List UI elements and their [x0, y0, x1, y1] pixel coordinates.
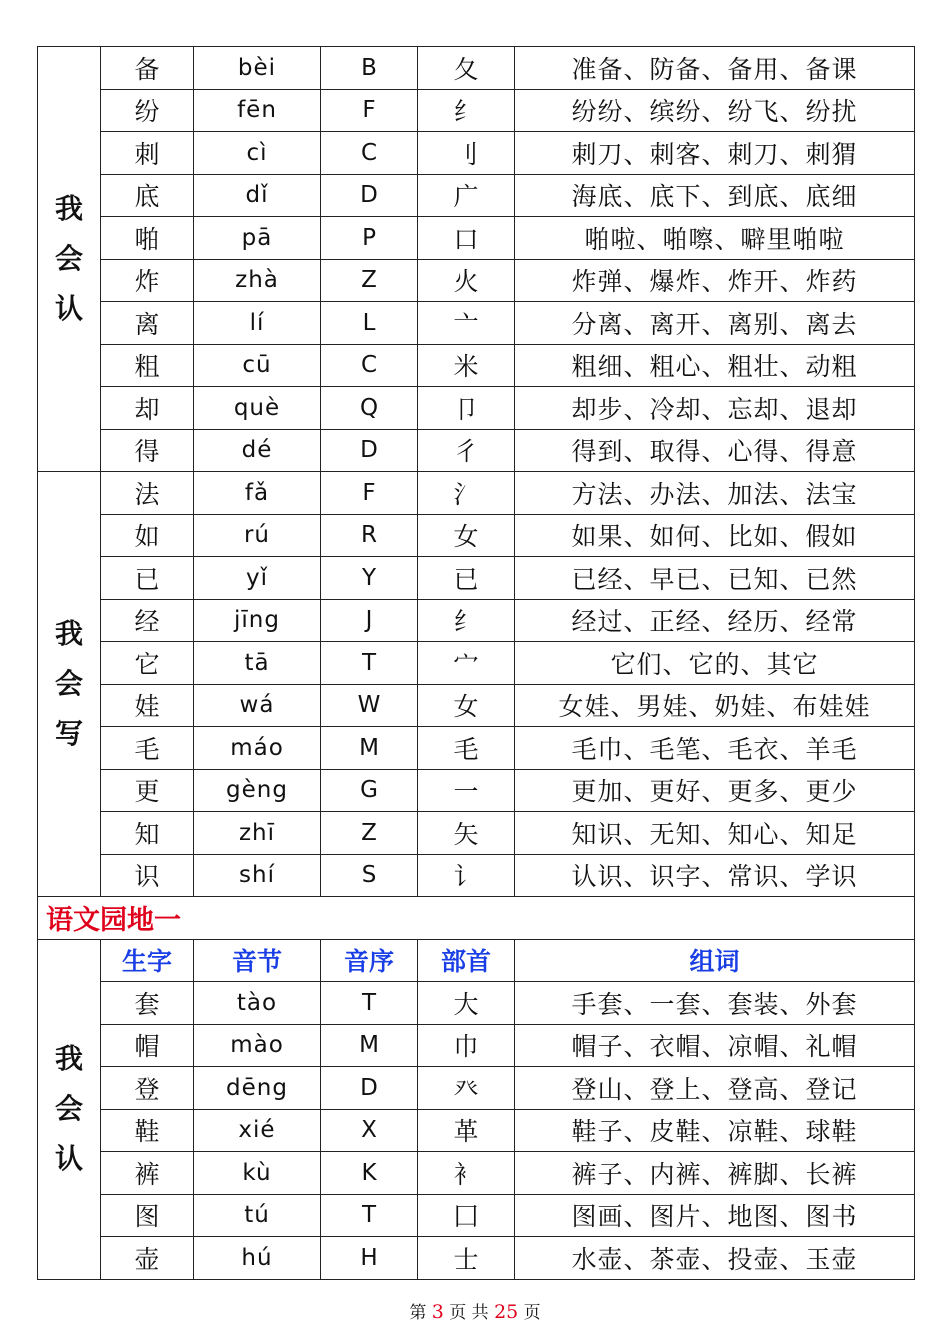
initial-letter-cell: F — [321, 89, 418, 132]
initial-letter-cell: T — [321, 642, 418, 685]
radical-cell: 讠 — [418, 854, 515, 897]
character-cell: 帽 — [101, 1024, 194, 1067]
character-cell: 备 — [101, 47, 194, 90]
group-label — [38, 47, 101, 472]
group-label-char: 我 — [54, 1042, 83, 1075]
word-group-cell: 更加、更好、更多、更少 — [515, 769, 915, 812]
word-group-cell: 海底、底下、到底、底细 — [515, 174, 915, 217]
initial-letter-cell: R — [321, 514, 418, 557]
footer-middle: 页 共 — [449, 1303, 489, 1323]
group-label-char: 会 — [54, 667, 83, 700]
pinyin-cell: máo — [194, 727, 321, 770]
word-group-cell: 毛巾、毛笔、毛衣、羊毛 — [515, 727, 915, 770]
initial-letter-cell: Z — [321, 259, 418, 302]
radical-cell: 刂 — [418, 132, 515, 175]
header-word-group: 组词 — [515, 939, 915, 982]
word-group-cell: 手套、一套、套装、外套 — [515, 982, 915, 1025]
initial-letter-cell: J — [321, 599, 418, 642]
word-group-cell: 炸弹、爆炸、炸开、炸药 — [515, 259, 915, 302]
word-group-cell: 纷纷、缤纷、纷飞、纷扰 — [515, 89, 915, 132]
radical-cell: 宀 — [418, 642, 515, 685]
table-row — [38, 1194, 915, 1237]
initial-letter-cell: B — [321, 47, 418, 90]
radical-cell: 士 — [418, 1237, 515, 1280]
pinyin-cell: hú — [194, 1237, 321, 1280]
pinyin-cell: pā — [194, 217, 321, 260]
initial-letter-cell: L — [321, 302, 418, 345]
radical-cell: 革 — [418, 1109, 515, 1152]
section-title-row — [38, 897, 915, 940]
word-group-cell: 粗细、粗心、粗壮、动粗 — [515, 344, 915, 387]
character-cell: 啪 — [101, 217, 194, 260]
pinyin-cell: tú — [194, 1194, 321, 1237]
initial-letter-cell: M — [321, 727, 418, 770]
table-row — [38, 769, 915, 812]
header-radical: 部首 — [418, 939, 515, 982]
pinyin-cell: fǎ — [194, 472, 321, 515]
pinyin-cell: zhī — [194, 812, 321, 855]
word-group-cell: 却步、冷却、忘却、退却 — [515, 387, 915, 430]
word-group-cell: 图画、图片、地图、图书 — [515, 1194, 915, 1237]
pinyin-cell: cì — [194, 132, 321, 175]
word-group-cell: 女娃、男娃、奶娃、布娃娃 — [515, 684, 915, 727]
table-row — [38, 472, 915, 515]
initial-letter-cell: D — [321, 174, 418, 217]
initial-letter-cell: K — [321, 1152, 418, 1195]
page-footer — [0, 1298, 950, 1323]
table-row — [38, 1109, 915, 1152]
group-label-char: 会 — [54, 1092, 83, 1125]
table-row — [38, 1024, 915, 1067]
word-group-cell: 鞋子、皮鞋、凉鞋、球鞋 — [515, 1109, 915, 1152]
pinyin-cell: jīng — [194, 599, 321, 642]
word-group-cell: 准备、防备、备用、备课 — [515, 47, 915, 90]
character-cell: 经 — [101, 599, 194, 642]
character-cell: 识 — [101, 854, 194, 897]
word-group-cell: 方法、办法、加法、法宝 — [515, 472, 915, 515]
radical-cell: 纟 — [418, 599, 515, 642]
header-pinyin: 音节 — [194, 939, 321, 982]
character-cell: 得 — [101, 429, 194, 472]
vocabulary-table — [37, 46, 915, 1280]
pinyin-cell: bèi — [194, 47, 321, 90]
initial-letter-cell: F — [321, 472, 418, 515]
header-row — [38, 939, 915, 982]
word-group-cell: 如果、如何、比如、假如 — [515, 514, 915, 557]
pinyin-cell: kù — [194, 1152, 321, 1195]
radical-cell: 已 — [418, 557, 515, 600]
character-cell: 刺 — [101, 132, 194, 175]
initial-letter-cell: C — [321, 344, 418, 387]
total-page-number: 25 — [494, 1301, 519, 1323]
group-label-char: 认 — [54, 1142, 83, 1175]
initial-letter-cell: H — [321, 1237, 418, 1280]
pinyin-cell: wá — [194, 684, 321, 727]
initial-letter-cell: P — [321, 217, 418, 260]
radical-cell: 广 — [418, 174, 515, 217]
word-group-cell: 它们、它的、其它 — [515, 642, 915, 685]
table-row — [38, 259, 915, 302]
word-group-cell: 登山、登上、登高、登记 — [515, 1067, 915, 1110]
initial-letter-cell: D — [321, 429, 418, 472]
character-cell: 知 — [101, 812, 194, 855]
pinyin-cell: xié — [194, 1109, 321, 1152]
initial-letter-cell: G — [321, 769, 418, 812]
radical-cell: 纟 — [418, 89, 515, 132]
pinyin-cell: dǐ — [194, 174, 321, 217]
table-row — [38, 557, 915, 600]
table-row — [38, 302, 915, 345]
character-cell: 鞋 — [101, 1109, 194, 1152]
character-cell: 壶 — [101, 1237, 194, 1280]
initial-letter-cell: T — [321, 982, 418, 1025]
character-cell: 登 — [101, 1067, 194, 1110]
pinyin-cell: mào — [194, 1024, 321, 1067]
header-character: 生字 — [101, 939, 194, 982]
group-label — [38, 472, 101, 897]
initial-letter-cell: D — [321, 1067, 418, 1110]
group-label-char: 认 — [54, 292, 83, 325]
word-group-cell: 认识、识字、常识、学识 — [515, 854, 915, 897]
table-row — [38, 387, 915, 430]
radical-cell: 火 — [418, 259, 515, 302]
initial-letter-cell: T — [321, 1194, 418, 1237]
character-cell: 离 — [101, 302, 194, 345]
pinyin-cell: fēn — [194, 89, 321, 132]
radical-cell: 囗 — [418, 1194, 515, 1237]
word-group-cell: 经过、正经、经历、经常 — [515, 599, 915, 642]
initial-letter-cell: X — [321, 1109, 418, 1152]
radical-cell: 女 — [418, 514, 515, 557]
character-cell: 已 — [101, 557, 194, 600]
pinyin-cell: lí — [194, 302, 321, 345]
radical-cell: 大 — [418, 982, 515, 1025]
table-row — [38, 47, 915, 90]
pinyin-cell: yǐ — [194, 557, 321, 600]
pinyin-cell: dēng — [194, 1067, 321, 1110]
section-title: 语文园地一 — [38, 897, 915, 940]
radical-cell: 亠 — [418, 302, 515, 345]
word-group-cell: 帽子、衣帽、凉帽、礼帽 — [515, 1024, 915, 1067]
table-row — [38, 642, 915, 685]
radical-cell: 毛 — [418, 727, 515, 770]
character-cell: 炸 — [101, 259, 194, 302]
table-row — [38, 727, 915, 770]
table-row — [38, 429, 915, 472]
radical-cell: 卩 — [418, 387, 515, 430]
table-row — [38, 1067, 915, 1110]
character-cell: 裤 — [101, 1152, 194, 1195]
radical-cell: 衤 — [418, 1152, 515, 1195]
character-cell: 它 — [101, 642, 194, 685]
table-row — [38, 812, 915, 855]
radical-cell: 米 — [418, 344, 515, 387]
radical-cell: 女 — [418, 684, 515, 727]
radical-cell: 口 — [418, 217, 515, 260]
table-row — [38, 982, 915, 1025]
initial-letter-cell: Q — [321, 387, 418, 430]
character-cell: 娃 — [101, 684, 194, 727]
initial-letter-cell: M — [321, 1024, 418, 1067]
radical-cell: 癶 — [418, 1067, 515, 1110]
initial-letter-cell: Y — [321, 557, 418, 600]
pinyin-cell: cū — [194, 344, 321, 387]
table-row — [38, 217, 915, 260]
group-label — [38, 939, 101, 1279]
table-row — [38, 174, 915, 217]
character-cell: 却 — [101, 387, 194, 430]
word-group-cell: 刺刀、刺客、刺刀、刺猬 — [515, 132, 915, 175]
group-label-char: 会 — [54, 242, 83, 275]
character-cell: 纷 — [101, 89, 194, 132]
character-cell: 粗 — [101, 344, 194, 387]
pinyin-cell: què — [194, 387, 321, 430]
table-row — [38, 514, 915, 557]
group-label-char: 我 — [54, 617, 83, 650]
pinyin-cell: shí — [194, 854, 321, 897]
table-row — [38, 599, 915, 642]
current-page-number: 3 — [431, 1301, 444, 1323]
character-cell: 底 — [101, 174, 194, 217]
character-cell: 图 — [101, 1194, 194, 1237]
initial-letter-cell: Z — [321, 812, 418, 855]
radical-cell: 氵 — [418, 472, 515, 515]
table-row — [38, 684, 915, 727]
table-row — [38, 132, 915, 175]
word-group-cell: 得到、取得、心得、得意 — [515, 429, 915, 472]
header-initial-letter: 音序 — [321, 939, 418, 982]
footer-suffix: 页 — [523, 1303, 541, 1323]
group-label-char: 我 — [54, 192, 83, 225]
word-group-cell: 已经、早已、已知、已然 — [515, 557, 915, 600]
table-row — [38, 1152, 915, 1195]
group-label-char: 写 — [54, 717, 83, 750]
radical-cell: 彳 — [418, 429, 515, 472]
character-cell: 更 — [101, 769, 194, 812]
pinyin-cell: gèng — [194, 769, 321, 812]
radical-cell: 夂 — [418, 47, 515, 90]
table-row — [38, 344, 915, 387]
pinyin-cell: rú — [194, 514, 321, 557]
table-row — [38, 1237, 915, 1280]
word-group-cell: 分离、离开、离别、离去 — [515, 302, 915, 345]
table-row — [38, 89, 915, 132]
initial-letter-cell: W — [321, 684, 418, 727]
word-group-cell: 啪啦、啪嚓、噼里啪啦 — [515, 217, 915, 260]
pinyin-cell: tā — [194, 642, 321, 685]
radical-cell: 矢 — [418, 812, 515, 855]
character-cell: 法 — [101, 472, 194, 515]
word-group-cell: 水壶、茶壶、投壶、玉壶 — [515, 1237, 915, 1280]
table-row — [38, 854, 915, 897]
word-group-cell: 裤子、内裤、裤脚、长裤 — [515, 1152, 915, 1195]
radical-cell: 巾 — [418, 1024, 515, 1067]
radical-cell: 一 — [418, 769, 515, 812]
initial-letter-cell: S — [321, 854, 418, 897]
pinyin-cell: dé — [194, 429, 321, 472]
character-cell: 毛 — [101, 727, 194, 770]
pinyin-cell: tào — [194, 982, 321, 1025]
footer-prefix: 第 — [409, 1303, 427, 1323]
character-cell: 套 — [101, 982, 194, 1025]
initial-letter-cell: C — [321, 132, 418, 175]
word-group-cell: 知识、无知、知心、知足 — [515, 812, 915, 855]
character-cell: 如 — [101, 514, 194, 557]
pinyin-cell: zhà — [194, 259, 321, 302]
